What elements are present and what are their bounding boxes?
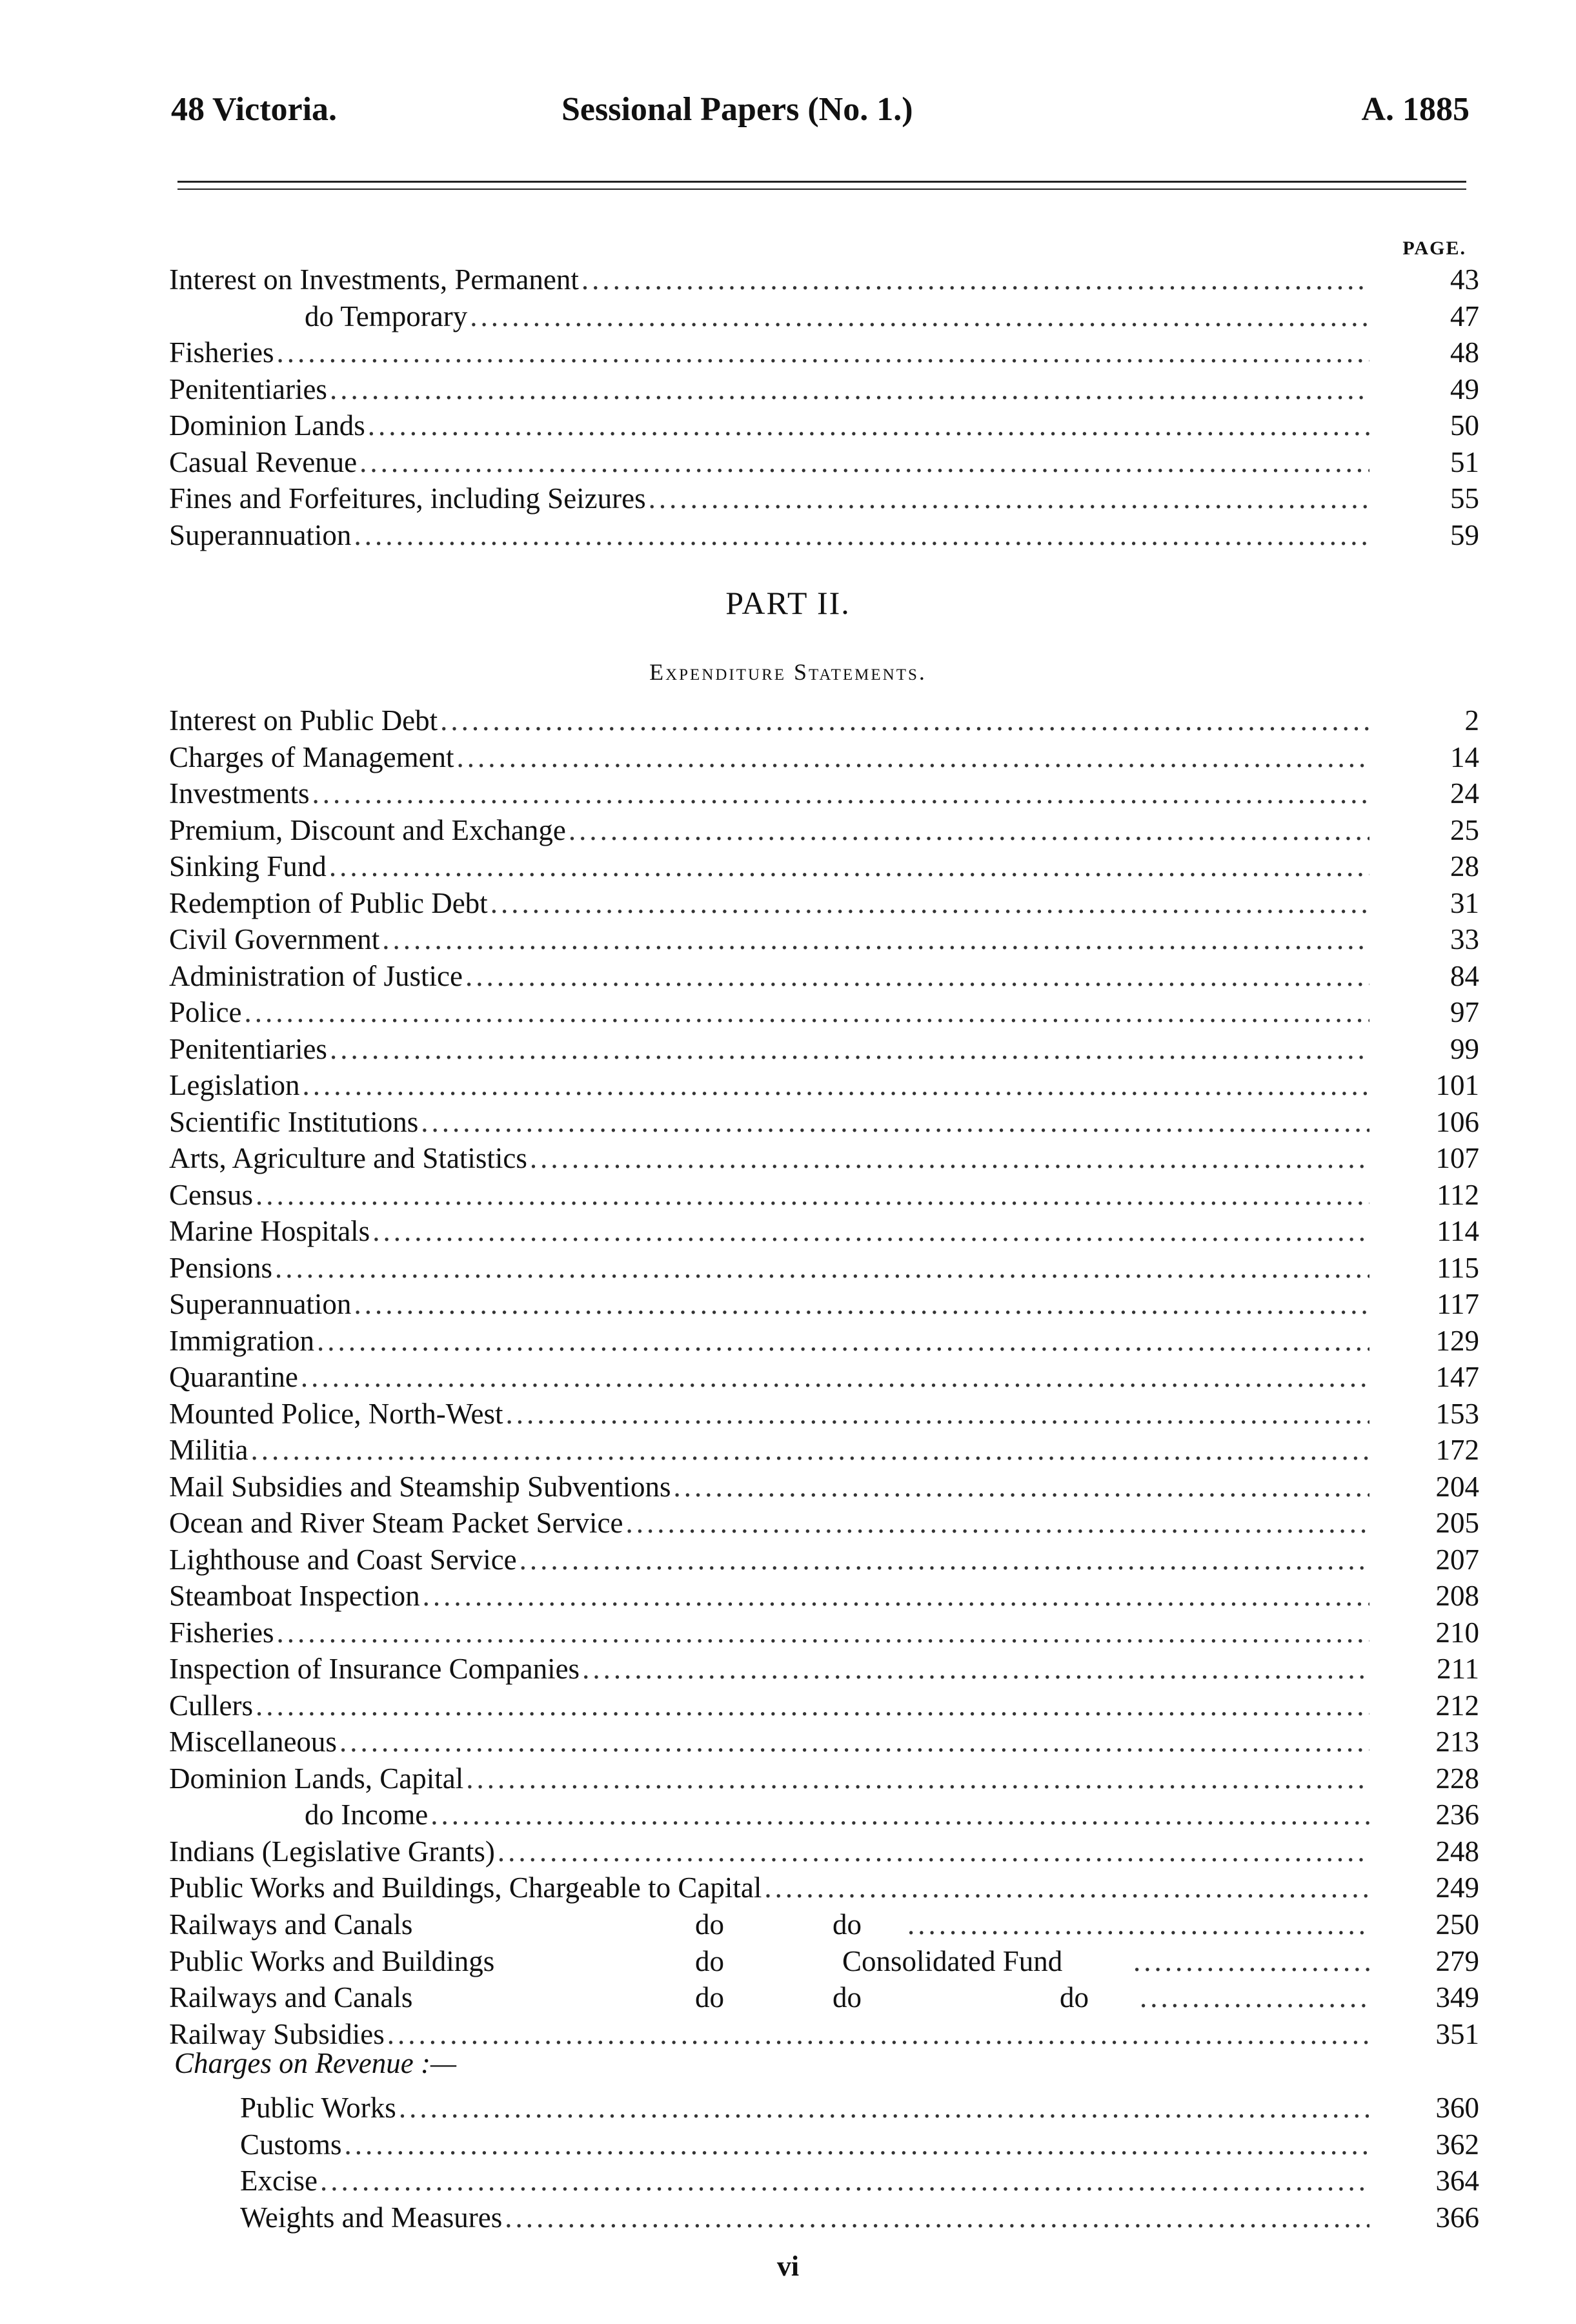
toc-entry-title: Weights and Measures bbox=[240, 2201, 503, 2234]
toc-entry-page: 362 bbox=[1435, 2128, 1479, 2161]
toc-part2-list bbox=[169, 702, 1479, 1906]
part-heading: PART II. bbox=[725, 585, 851, 621]
dot-leader bbox=[345, 2126, 1369, 2159]
toc-entry-title: Cullers bbox=[169, 1689, 253, 1722]
dot-leader bbox=[505, 2199, 1369, 2232]
toc-entry-page: 279 bbox=[1435, 1944, 1479, 1977]
toc-entry-page: 28 bbox=[1450, 850, 1479, 882]
toc-entry-title: Excise bbox=[240, 2165, 318, 2197]
toc-entry-title: Administration of Justice bbox=[169, 959, 463, 992]
dot-leader bbox=[457, 739, 1369, 771]
toc-entry bbox=[169, 1031, 1479, 1068]
dot-leader bbox=[301, 1359, 1369, 1391]
toc-entry bbox=[169, 1797, 1479, 1833]
toc-entry-page: 2 bbox=[1464, 704, 1479, 737]
dot-leader bbox=[465, 958, 1369, 990]
toc-entry-title: Sinking Fund bbox=[169, 850, 327, 882]
toc-entry-page: 59 bbox=[1450, 518, 1479, 551]
toc-entry bbox=[169, 517, 1479, 554]
toc-entry-title: Casual Revenue bbox=[169, 445, 358, 478]
toc-entry bbox=[169, 1286, 1479, 1323]
ditto-column-3: do bbox=[833, 1981, 862, 2013]
toc-entry bbox=[169, 1906, 1479, 1943]
ditto-column-3: do bbox=[833, 1908, 862, 1941]
running-header bbox=[171, 90, 1470, 148]
toc-entry-page: 49 bbox=[1450, 372, 1479, 405]
toc-entry bbox=[169, 1104, 1479, 1141]
toc-entry-title: Marine Hospitals bbox=[169, 1215, 370, 1247]
header-rule-thin bbox=[177, 189, 1466, 190]
toc-entry bbox=[169, 1396, 1479, 1432]
section-heading: Expenditure Statements. bbox=[649, 659, 927, 685]
toc-entry bbox=[169, 775, 1479, 812]
toc-entry-page: 99 bbox=[1450, 1032, 1479, 1065]
toc-entry bbox=[169, 848, 1479, 885]
toc-entry-page: 366 bbox=[1435, 2201, 1479, 2234]
toc-entry-page: 228 bbox=[1435, 1762, 1479, 1795]
dot-leader bbox=[530, 1140, 1369, 1172]
toc-entry bbox=[169, 1140, 1479, 1177]
toc-entry bbox=[169, 2126, 1479, 2163]
toc-entry bbox=[169, 1651, 1479, 1687]
toc-entry-title: Fines and Forfeitures, including Seizures bbox=[169, 482, 646, 515]
toc-entry bbox=[169, 702, 1479, 739]
toc-entry-page: 114 bbox=[1437, 1215, 1479, 1247]
dot-leader bbox=[498, 1833, 1369, 1866]
toc-entry-title: Interest on Public Debt bbox=[169, 704, 438, 737]
toc-entry-page: 349 bbox=[1435, 1981, 1479, 2013]
toc-entry bbox=[169, 1724, 1479, 1760]
toc-entry-page: 43 bbox=[1450, 263, 1479, 296]
toc-entry-page: 147 bbox=[1435, 1361, 1479, 1393]
toc-entry bbox=[169, 1359, 1479, 1396]
toc-entry-page: 55 bbox=[1450, 482, 1479, 515]
dot-leader bbox=[256, 1177, 1369, 1209]
ditto-column-3: Consolidated Fund bbox=[842, 1944, 1063, 1977]
dot-leader bbox=[329, 848, 1369, 881]
toc-entry-title: Immigration bbox=[169, 1324, 314, 1357]
dot-leader bbox=[1140, 1979, 1369, 2012]
toc-entry-title: Redemption of Public Debt bbox=[169, 886, 488, 919]
toc-entry-page: 101 bbox=[1435, 1069, 1479, 1101]
toc-part1-list bbox=[169, 261, 1479, 553]
header-rule bbox=[177, 181, 1466, 183]
toc-entry-title: Dominion Lands bbox=[169, 409, 365, 442]
toc-entry-page: 207 bbox=[1435, 1543, 1479, 1576]
dot-leader bbox=[907, 1906, 1369, 1939]
toc-entry-title: Premium, Discount and Exchange bbox=[169, 813, 566, 846]
toc-entry-page: 84 bbox=[1450, 959, 1479, 992]
dot-leader bbox=[251, 1432, 1370, 1464]
toc-entry bbox=[169, 2199, 1479, 2236]
toc-entry-page: 212 bbox=[1435, 1689, 1479, 1722]
toc-entry-page: 97 bbox=[1450, 996, 1479, 1028]
page-number: vi bbox=[776, 2250, 800, 2282]
charges-heading: Charges on Revenue :— bbox=[174, 2047, 456, 2079]
dot-leader bbox=[466, 1760, 1369, 1793]
toc-entry bbox=[169, 739, 1479, 776]
toc-entry bbox=[169, 958, 1479, 995]
toc-entry-title: Dominion Lands, Capital bbox=[169, 1762, 464, 1795]
toc-entry-title: Superannuation bbox=[169, 1288, 352, 1320]
header-title: Sessional Papers (No. 1.) bbox=[561, 91, 913, 128]
toc-entry-title: Customs bbox=[240, 2128, 342, 2161]
dot-leader bbox=[275, 1250, 1369, 1282]
dot-leader bbox=[354, 1286, 1369, 1318]
dot-leader bbox=[354, 517, 1369, 549]
toc-entry-title: Census bbox=[169, 1178, 254, 1211]
toc-entry-title: Railways and Canals bbox=[169, 1981, 413, 2013]
toc-entry bbox=[169, 1870, 1479, 1906]
toc-entry bbox=[169, 1323, 1479, 1360]
dot-leader bbox=[382, 921, 1369, 953]
dot-leader bbox=[368, 407, 1369, 440]
dot-leader bbox=[430, 1797, 1369, 1829]
page-column-label: PAGE. bbox=[1402, 238, 1466, 259]
toc-entry-title: Penitentiaries bbox=[169, 372, 327, 405]
dot-leader bbox=[244, 994, 1369, 1026]
dot-leader bbox=[399, 2090, 1369, 2122]
toc-entry-page: 14 bbox=[1450, 740, 1479, 773]
ditto-column-4: do bbox=[1060, 1981, 1089, 2013]
toc-entry-page: 204 bbox=[1435, 1470, 1479, 1503]
toc-entry-page: 47 bbox=[1450, 300, 1479, 332]
toc-entry-page: 172 bbox=[1435, 1434, 1479, 1466]
toc-entry bbox=[169, 1578, 1479, 1615]
toc-entry-title: Police bbox=[169, 996, 242, 1028]
toc-entry bbox=[169, 1067, 1479, 1104]
toc-entry-title: Railways and Canals bbox=[169, 1908, 413, 1941]
toc-entry-page: 50 bbox=[1450, 409, 1479, 442]
toc-entry-title: Ocean and River Steam Packet Service bbox=[169, 1507, 623, 1539]
toc-entry-title: Superannuation bbox=[169, 518, 352, 551]
toc-entry-title: do Income bbox=[305, 1799, 429, 1831]
toc-entry bbox=[169, 334, 1479, 371]
toc-entry-page: 250 bbox=[1435, 1908, 1479, 1941]
dot-leader bbox=[320, 2163, 1369, 2195]
dot-leader bbox=[421, 1104, 1369, 1136]
toc-entry bbox=[169, 1687, 1479, 1724]
toc-entry bbox=[169, 1943, 1479, 1980]
dot-leader bbox=[1133, 1943, 1369, 1975]
toc-entry bbox=[169, 1469, 1479, 1505]
toc-entry-page: 33 bbox=[1450, 923, 1479, 955]
dot-leader bbox=[277, 1615, 1370, 1647]
toc-entry bbox=[169, 1505, 1479, 1542]
toc-entry-title: Fisheries bbox=[169, 336, 274, 369]
toc-entry-page: 236 bbox=[1435, 1799, 1479, 1831]
header-year: A. 1885 bbox=[1361, 91, 1470, 128]
dot-leader bbox=[387, 2016, 1369, 2048]
dot-leader bbox=[339, 1724, 1369, 1756]
header-session: 48 Victoria. bbox=[171, 91, 338, 128]
dot-leader bbox=[423, 1578, 1369, 1610]
toc-entry bbox=[169, 261, 1479, 298]
dot-leader bbox=[625, 1505, 1369, 1537]
dot-leader bbox=[582, 1651, 1369, 1683]
toc-entry-page: 211 bbox=[1437, 1653, 1479, 1685]
toc-entry-page: 208 bbox=[1435, 1580, 1479, 1612]
toc-entry bbox=[169, 2163, 1479, 2199]
toc-entry-page: 24 bbox=[1450, 777, 1479, 810]
dot-leader bbox=[302, 1067, 1369, 1099]
dot-leader bbox=[330, 371, 1369, 403]
toc-entry-page: 213 bbox=[1435, 1726, 1479, 1758]
toc-entry-title: Penitentiaries bbox=[169, 1032, 327, 1065]
dot-leader bbox=[674, 1469, 1369, 1501]
toc-entry bbox=[169, 1542, 1479, 1578]
toc-charges-list bbox=[169, 2090, 1479, 2236]
toc-entry-page: 115 bbox=[1437, 1251, 1479, 1284]
toc-entry bbox=[169, 1213, 1479, 1250]
toc-entry-title: Militia bbox=[169, 1434, 248, 1466]
toc-entry bbox=[169, 1979, 1479, 2016]
toc-entry-title: Scientific Institutions bbox=[169, 1105, 419, 1138]
toc-entry-title: Steamboat Inspection bbox=[169, 1580, 420, 1612]
toc-entry-title: Civil Government bbox=[169, 923, 380, 955]
toc-entry-title: Indians (Legislative Grants) bbox=[169, 1835, 495, 1868]
toc-entry-page: 129 bbox=[1435, 1324, 1479, 1357]
toc-entry-page: 205 bbox=[1435, 1507, 1479, 1539]
toc-entry-title: Mounted Police, North-West bbox=[169, 1397, 503, 1430]
ditto-column-2: do bbox=[695, 1944, 724, 1977]
toc-entry-title: Arts, Agriculture and Statistics bbox=[169, 1142, 527, 1174]
toc-entry bbox=[169, 921, 1479, 958]
toc-entry-title: Legislation bbox=[169, 1069, 300, 1101]
dot-leader bbox=[440, 702, 1369, 735]
toc-entry-title: Investments bbox=[169, 777, 310, 810]
toc-entry-title: Public Works bbox=[240, 2092, 396, 2124]
toc-entry-page: 112 bbox=[1437, 1178, 1479, 1211]
toc-entry-page: 210 bbox=[1435, 1616, 1479, 1649]
toc-entry bbox=[169, 1432, 1479, 1469]
toc-entry-title: Mail Subsidies and Steamship Subventions bbox=[169, 1470, 671, 1503]
toc-entry-title: Interest on Investments, Permanent bbox=[169, 263, 579, 296]
toc-entry bbox=[169, 480, 1479, 517]
toc-entry bbox=[169, 1760, 1479, 1797]
toc-entry bbox=[169, 1833, 1479, 1870]
toc-entry-title: Miscellaneous bbox=[169, 1726, 337, 1758]
toc-entry-page: 249 bbox=[1435, 1871, 1479, 1904]
toc-entry-title: do Temporary bbox=[305, 300, 468, 332]
toc-entry-title: Charges of Management bbox=[169, 740, 454, 773]
dot-leader bbox=[317, 1323, 1369, 1355]
dot-leader bbox=[256, 1687, 1369, 1720]
dot-leader bbox=[312, 775, 1369, 808]
toc-entry bbox=[169, 885, 1479, 922]
toc-entry bbox=[169, 407, 1479, 444]
toc-entry bbox=[169, 371, 1479, 408]
dot-leader bbox=[569, 812, 1369, 844]
toc-entry-page: 248 bbox=[1435, 1835, 1479, 1868]
toc-entry bbox=[169, 444, 1479, 481]
toc-part2-tail-list bbox=[169, 1906, 1479, 2052]
toc-entry-page: 364 bbox=[1435, 2165, 1479, 2197]
toc-entry bbox=[169, 298, 1479, 335]
toc-entry-page: 106 bbox=[1435, 1105, 1479, 1138]
toc-entry bbox=[169, 1615, 1479, 1651]
toc-entry bbox=[169, 812, 1479, 849]
toc-entry-title: Public Works and Buildings bbox=[169, 1944, 495, 1977]
ditto-column-2: do bbox=[695, 1981, 724, 2013]
toc-entry-page: 107 bbox=[1435, 1142, 1479, 1174]
dot-leader bbox=[649, 480, 1369, 513]
dot-leader bbox=[490, 885, 1369, 917]
dot-leader bbox=[359, 444, 1369, 476]
toc-entry-title: Lighthouse and Coast Service bbox=[169, 1543, 517, 1576]
toc-entry-page: 351 bbox=[1435, 2017, 1479, 2050]
toc-entry bbox=[169, 2090, 1479, 2126]
dot-leader bbox=[764, 1870, 1369, 1902]
dot-leader bbox=[520, 1542, 1369, 1574]
toc-entry-title: Inspection of Insurance Companies bbox=[169, 1653, 580, 1685]
dot-leader bbox=[506, 1396, 1369, 1428]
toc-entry-page: 51 bbox=[1450, 445, 1479, 478]
toc-entry bbox=[169, 994, 1479, 1031]
toc-entry-page: 360 bbox=[1435, 2092, 1479, 2124]
toc-entry-title: Pensions bbox=[169, 1251, 273, 1284]
toc-entry-page: 117 bbox=[1437, 1288, 1479, 1320]
toc-entry bbox=[169, 1250, 1479, 1287]
dot-leader bbox=[330, 1031, 1369, 1063]
dot-leader bbox=[581, 261, 1369, 294]
toc-entry-title: Fisheries bbox=[169, 1616, 274, 1649]
toc-entry-page: 48 bbox=[1450, 336, 1479, 369]
toc-entry-title: Railway Subsidies bbox=[169, 2017, 385, 2050]
toc-entry-page: 25 bbox=[1450, 813, 1479, 846]
toc-entry-page: 153 bbox=[1435, 1397, 1479, 1430]
toc-entry-title: Public Works and Buildings, Chargeable to Capital bbox=[169, 1871, 762, 1904]
dot-leader bbox=[277, 334, 1370, 367]
toc-entry-page: 31 bbox=[1450, 886, 1479, 919]
toc-entry bbox=[169, 1177, 1479, 1214]
ditto-column-2: do bbox=[695, 1908, 724, 1941]
dot-leader bbox=[470, 298, 1369, 331]
dot-leader bbox=[372, 1213, 1369, 1245]
toc-entry-title: Quarantine bbox=[169, 1361, 298, 1393]
